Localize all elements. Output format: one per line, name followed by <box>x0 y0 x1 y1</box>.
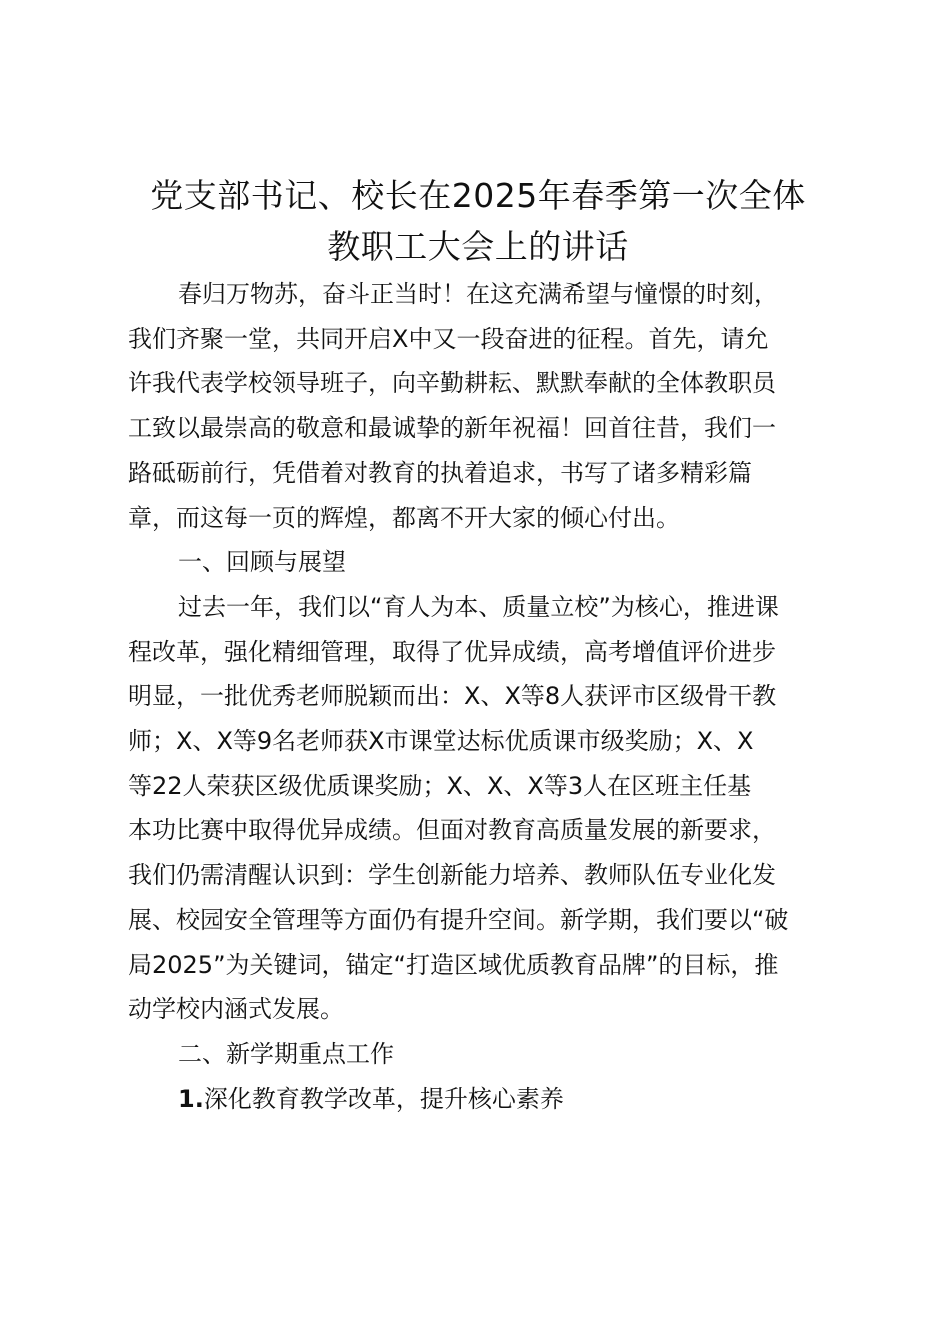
intro-line: 春归万物苏，奋斗正当时！在这充满希望与憧憬的时刻， <box>178 280 778 308</box>
intro-paragraph <box>128 272 828 540</box>
document-title <box>128 170 828 272</box>
intro-line: 我们齐聚一堂，共同开启X中又一段奋进的征程。首先，请允 <box>128 324 769 353</box>
document-page <box>128 170 828 1121</box>
subsection-heading-1 <box>128 1077 828 1122</box>
intro-line: 路砥砺前行，凭借着对教育的执着追求，书写了诸多精彩篇 <box>128 458 752 487</box>
review-line: 明显，一批优秀老师脱颖而出：X、X等8人获评市区级骨干教 <box>128 682 777 711</box>
review-line: 局2025”为关键词，锚定“打造区域优质教育品牌”的目标，推 <box>128 950 779 979</box>
section-heading-key-work: 二、新学期重点工作 <box>178 1039 394 1068</box>
review-line: 我们仍需清醒认识到：学生创新能力培养、教师队伍专业化发 <box>128 861 776 890</box>
intro-line: 章，而这每一页的辉煌，都离不开大家的倾心付出。 <box>128 503 680 532</box>
title-line-1: 党支部书记、校长在2025年春季第一次全体 <box>150 176 806 215</box>
review-paragraph <box>128 585 828 1032</box>
review-line: 展、校园安全管理等方面仍有提升空间。新学期，我们要以“破 <box>128 905 789 934</box>
section-heading-review: 一、回顾与展望 <box>178 548 346 577</box>
title-line-2: 教职工大会上的讲话 <box>327 227 629 266</box>
review-line: 程改革，强化精细管理，取得了优异成绩，高考增值评价进步 <box>128 637 776 666</box>
review-line: 动学校内涵式发展。 <box>128 995 344 1024</box>
review-line: 过去一年，我们以“育人为本、质量立校”为核心，推进课 <box>178 592 779 621</box>
subsection-text: 深化教育教学改革，提升核心素养 <box>203 1084 564 1113</box>
review-line: 本功比赛中取得优异成绩。但面对教育高质量发展的新要求， <box>128 816 776 845</box>
intro-line: 许我代表学校领导班子，向辛勤耕耘、默默奉献的全体教职员 <box>128 369 776 398</box>
review-line: 等22人荣获区级优质课奖励；X、X、X等3人在区班主任基 <box>128 771 752 800</box>
subsection-number: 1. <box>178 1084 204 1113</box>
review-line: 师；X、X等9名老师获X市课堂达标优质课市级奖励；X、X <box>128 727 754 756</box>
intro-line: 工致以最崇高的敬意和最诚挚的新年祝福！回首往昔，我们一 <box>128 414 776 443</box>
